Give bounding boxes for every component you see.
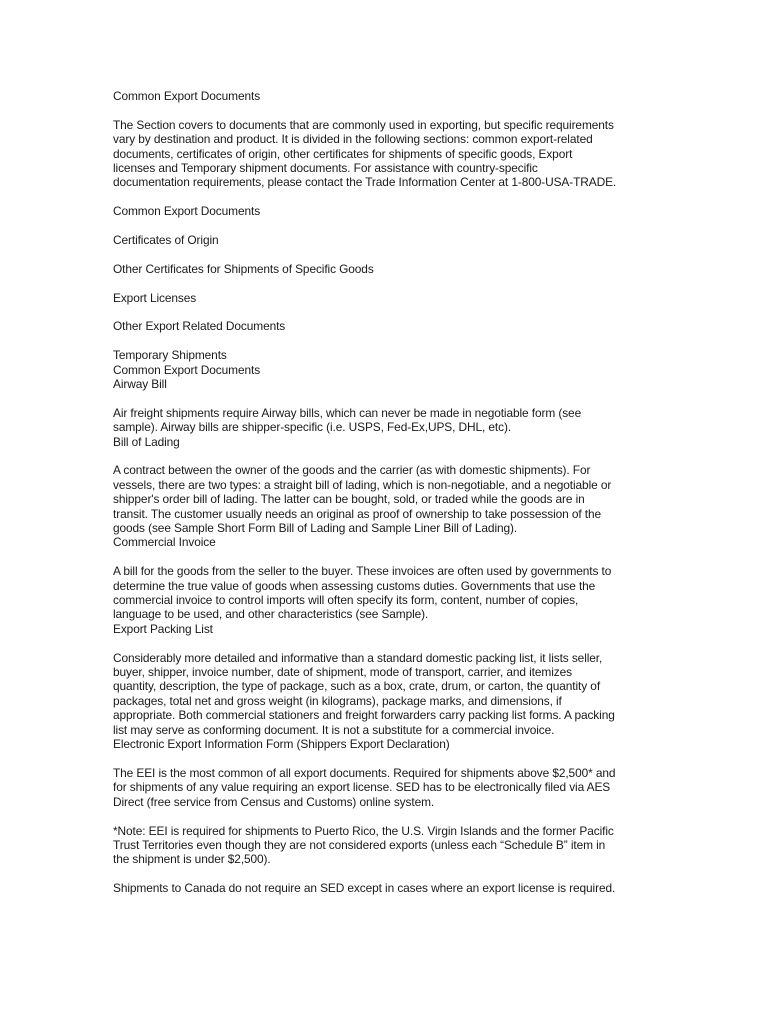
airway-bill-paragraph: Air freight shipments require Airway bills, which can never be made in negotiable form (see sample). Airway bills are shipper-specific (i.e. USPS, Fed-Ex,UPS, DHL, etc). Bill of Lading — [113, 406, 658, 449]
toc-item-certificates-of-origin: Certificates of Origin — [113, 233, 219, 248]
heading-bill-of-lading: Bill of Lading — [113, 434, 180, 449]
export-packing-list-paragraph: Considerably more detailed and informative than a standard domestic packing list, it lists seller, buyer, shipper, invoice number, date of shipment, mode of transport, carrier, and itemizes quantity, description, the type of package, such as a box, crate, drum, or carton, the quantity of packages, total net and gross weight (in kilograms), package marks, and dimensions, if appropriate. Both commercial stationers and freight forwarders carry packing list forms. A packing list may serve as conforming document. It is not a substitute for a commercial invoice. Electronic Export Information Form (Shippers Export Declaration) — [113, 651, 658, 752]
heading-export-packing-list: Export Packing List — [113, 621, 213, 636]
intro-line: vary by destination and product. It is divided in the following sections: common export-related — [113, 132, 593, 147]
section-headings — [113, 348, 658, 391]
eei-paragraph: The EEI is the most common of all export documents. Required for shipments above $2,500* and for shipments of any value requiring an export license. SED has to be electronically filed via AES Direct (free service from Census and Customs) online system. — [113, 765, 616, 809]
heading-temporary-shipments: Temporary Shipments — [113, 348, 227, 363]
heading-commercial-invoice: Commercial Invoice — [113, 535, 216, 550]
heading-eei: Electronic Export Information Form (Shippers Export Declaration) — [113, 737, 450, 752]
intro-paragraph — [113, 118, 658, 190]
document-title: Common Export Documents — [113, 89, 261, 103]
intro-line: The Section covers to documents that are commonly used in exporting, but specific requirements — [113, 117, 614, 132]
toc-item-other-certificates: Other Certificates for Shipments of Specific Goods — [113, 261, 374, 276]
document-page — [113, 89, 658, 896]
toc-item-export-licenses: Export Licenses — [113, 290, 197, 305]
eei-note-paragraph: *Note: EEI is required for shipments to Puerto Rico, the U.S. Virgin Islands and the former Pacific Trust Territories even though they are not considered exports (unless each “Schedule B” item in the shipment is under $2,500). — [113, 823, 614, 867]
heading-common-export-documents: Common Export Documents — [113, 362, 261, 377]
intro-line: documentation requirements, please contact the Trade Information Center at 1-800-USA-TRADE. — [113, 175, 617, 190]
heading-airway-bill: Airway Bill — [113, 377, 167, 392]
toc-item-common-export-documents: Common Export Documents — [113, 204, 261, 219]
toc-item-other-export-related: Other Export Related Documents — [113, 319, 286, 334]
bill-of-lading-paragraph: A contract between the owner of the goods and the carrier (as with domestic shipments). For vessels, there are two types: a straight bill of lading, which is non-negotiable, and a negotiable or shipper's order bill of lading. The latter can be bought, sold, or traded while the goods are in transit. The customer usually needs an original as proof of ownership to take possession of the goods (see Sample Short Form Bill of Lading and Sample Liner Bill of Lading). Commercial Invoice — [113, 463, 658, 549]
intro-line: licenses and Temporary shipment documents. For assistance with country-specific — [113, 161, 538, 176]
canada-paragraph: Shipments to Canada do not require an SED except in cases where an export license is required. — [113, 881, 616, 896]
commercial-invoice-paragraph: A bill for the goods from the seller to the buyer. These invoices are often used by governments to determine the true value of goods when assessing customs duties. Governments that use the commercial invoice to control imports will often specify its form, content, number of copies, language to be used, and other characteristics (see Sample). Export Packing List — [113, 564, 658, 636]
intro-line: documents, certificates of origin, other certificates for shipments of specific goods, Export — [113, 146, 573, 161]
